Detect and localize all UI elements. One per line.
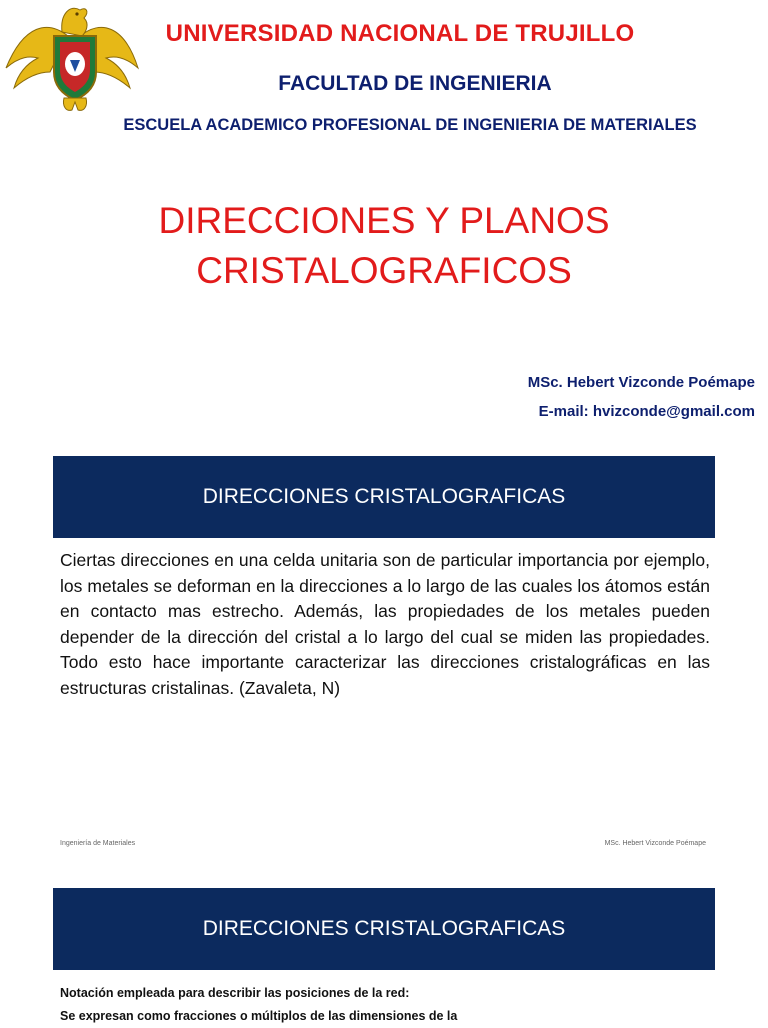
notation-line-2: Se expresan como fracciones o múltiplos de las dimensiones de la [60,1009,458,1023]
footer-course: Ingeniería de Materiales [60,840,136,847]
notation-line-1: Notación empleada para describir las posiciones de la red: [60,986,410,1000]
section-banner-title: DIRECCIONES CRISTALOGRAFICAS [202,485,566,508]
university-crest-logo [4,2,140,114]
author-block [528,368,755,426]
section-banner-2 [53,888,715,970]
university-name: UNIVERSIDAD NACIONAL DE TRUJILLO [165,20,635,47]
author-name: MSc. Hebert Vizconde Poémape [527,374,755,391]
title-line-1: DIRECCIONES Y PLANOS [158,200,610,241]
notation-text [60,982,720,1028]
section-banner [53,456,715,538]
title-slide [0,0,768,440]
section-banner-2-title: DIRECCIONES CRISTALOGRAFICAS [202,917,566,940]
author-email: E-mail: hvizconde@gmail.com [538,403,755,420]
body-paragraph: Ciertas direcciones en una celda unitaria son de particular importancia por ejemplo, los metales se deforman en la direcciones a lo largo de las cuales los átomos están en contacto mas estrecho. Además, las propiedades de los metales pueden depender de la dirección del cristal a lo largo del cual se miden las propiedades. Todo esto hace importante caracterizar las direcciones cristalográficas en las estructuras cristalinas. (Zavaleta, N) [60,550,710,698]
footer-author: MSc. Hebert Vizconde Poémape [604,840,706,847]
title-line-2: CRISTALOGRAFICOS [196,250,572,291]
presentation-title [20,196,748,296]
faculty-name: FACULTAD DE INGENIERIA [278,72,552,95]
school-name: ESCUELA ACADEMICO PROFESIONAL DE INGENIERIA DE MATERIALES [123,116,697,134]
